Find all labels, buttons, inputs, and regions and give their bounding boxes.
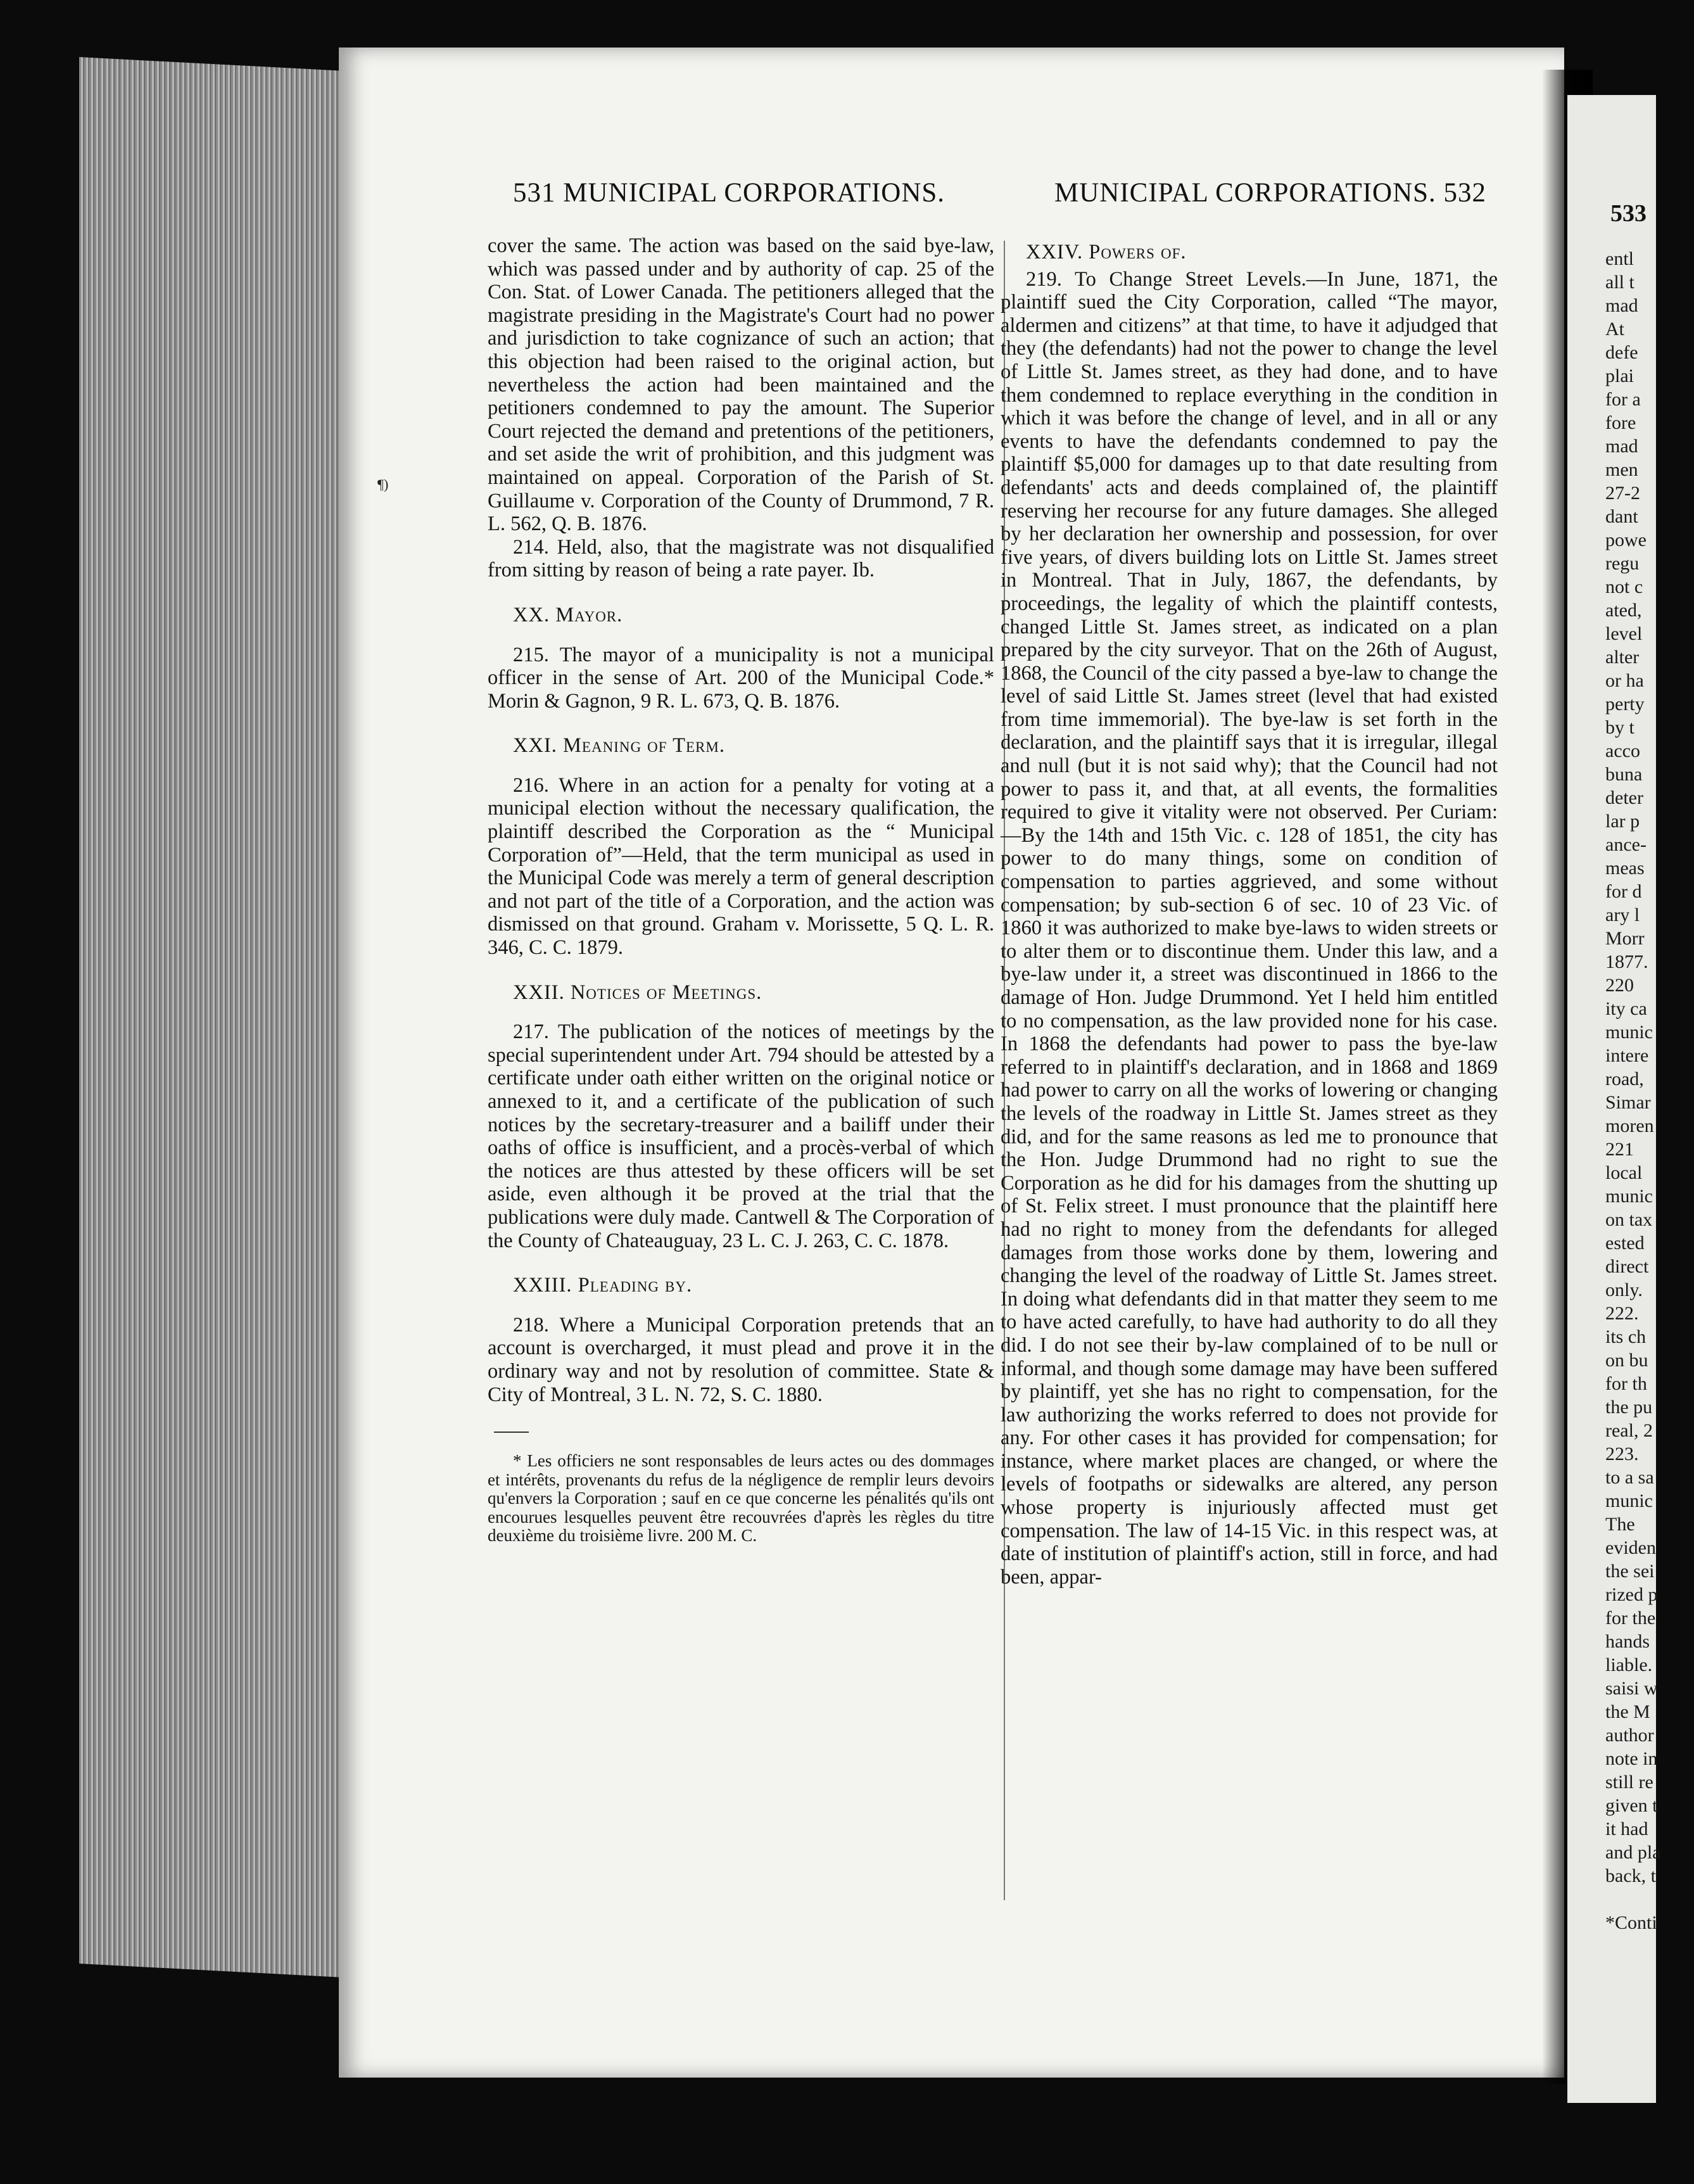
next-page-line: liable.: [1605, 1654, 1653, 1675]
next-page-line: Simar: [1605, 1092, 1651, 1113]
next-page-line: all t: [1605, 272, 1634, 293]
paragraph-214: 214. Held, also, that the magistrate was not disqualified from sitting by reason of being a rate payer. Ib.: [488, 535, 994, 582]
next-page-line: hands: [1605, 1631, 1650, 1652]
next-page-line: munic: [1605, 1490, 1653, 1511]
next-page-line: The: [1605, 1514, 1635, 1535]
next-page-line: on bu: [1605, 1350, 1648, 1371]
next-page-line: Morr: [1605, 928, 1645, 949]
next-page-line: perty: [1605, 694, 1645, 714]
next-page-line: meas: [1605, 858, 1645, 879]
heading-mayor: XX. Mayor.: [513, 603, 623, 626]
right-column: [1001, 241, 1498, 1589]
next-page-line: munic: [1605, 1022, 1653, 1043]
next-page-line: ary l: [1605, 905, 1640, 925]
paragraph-217: 217. The publication of the notices of meetings by the special superintendent under Art. 794 should be attested by a certificate under oath either written on the original notice or annexed to it, and a certificate of the publication of such notices by the secretary-treasurer and a bailiff under their oaths of office is insufficient, and a procès-verbal of which the notices are thus attested by these officers will be set aside, even although it be proved at the trial that the publications were duly made. Cantwell & The Corporation of the County of Chateauguay, 23 L. C. J. 263, C. C. 1878.: [488, 1020, 994, 1252]
footnote-text: * Les officiers ne sont responsables de leurs actes ou des dommages et intérêts, provenants du refus de la négligence de remplir leurs devoirs qu'envers la Corporation ; sauf en ce que concerne les pénalités qu'ils ont encourues lesquelles peuvent être recouvrées d'après les règles du titre deuxième du troisième livre.: [488, 1451, 994, 1546]
next-page-line: its ch: [1605, 1326, 1647, 1347]
next-page-line: ested: [1605, 1233, 1645, 1254]
next-page-lines: [1605, 247, 1694, 1934]
next-page-line: powe: [1605, 530, 1647, 550]
next-page-line: level: [1605, 623, 1643, 644]
next-page-line: mad: [1605, 436, 1638, 457]
left-column: [488, 234, 994, 1546]
next-page-line: buna: [1605, 764, 1643, 785]
next-page-line: rized p: [1605, 1584, 1658, 1605]
next-page-line: deter: [1605, 787, 1643, 808]
next-page-line: ated,: [1605, 600, 1642, 621]
next-page-line: local: [1605, 1162, 1643, 1183]
next-page-line: not c: [1605, 576, 1643, 597]
next-page-line: moren: [1605, 1115, 1654, 1136]
next-page-header: 533: [1610, 200, 1647, 227]
next-page-line: and pla: [1605, 1842, 1661, 1863]
next-page-line: it had: [1605, 1819, 1648, 1839]
next-page-line: road,: [1605, 1069, 1644, 1089]
paragraph-continuation: cover the same. The action was based on the said bye-law, which was passed under and by authority of cap. 25 of the Con. Stat. of Lower Canada. The petitioners alleged that the magistrate presiding in the Magistrate's Court had no power and jurisdiction to take cognizance of such an action; that this objection had been raised to the original action, but nevertheless the action had been maintained and the petitioners condemned to pay the amount. The Superior Court rejected the demand and pretentions of the petitioners, and set aside the writ of prohibition, and this judgment was maintained on appeal. Corporation of the Parish of St. Guillaume v. Corporation of the County of Drummond, 7 R. L. 562, Q. B. 1876.: [488, 234, 994, 536]
next-page-line: back, t: [1605, 1865, 1656, 1886]
next-page-line: ance-: [1605, 834, 1647, 855]
next-page-line: regu: [1605, 553, 1640, 574]
paragraph-219: 219. To Change Street Levels.—In June, 1871, the plaintiff sued the City Corporation, called “The mayor, aldermen and citizens” at that time, to have it adjudged that they (the defendants) had not the power to change the level of Little St. James street, as they had done, and to have them condemned to replace everything in the condition in which it was before the change of level, and in all or any events to have the defendants condemned to pay the plaintiff $5,000 for damages up to that date resulting from defendants' acts and deeds complained of, the plaintiff reserving her recourse for any future damages. She alleged by her declaration her ownership and possession, for over five years, of divers building lots on Little St. James street in Montreal. That in July, 1867, the defendants, by proceedings, the legality of which the plaintiff contests, changed Little St. James street, as indicated on a plan prepared by the city surveyor. That on the 26th of August, 1868, the Council of the city passed a bye-law to change the level of said Little St. James street (level that had existed from time immemorial). The bye-law is set forth in the declaration, and the plaintiff says that it is irregular, illegal and null (but it is not said why); that the Council had not power to pass it, and that, at all events, the formalities required to give it vitality were not observed. Per Curiam: —By the 14th and 15th Vic. c. 128 of 1851, the city has power to do many things, some on condition of compensation to parties aggrieved, and some without compensation; by sub-section 6 of sec. 10 of 23 Vic. of 1860 it was authorized to make bye-laws to widen streets or to alter them or to discontinue them. Under this law, and a bye-law under it, a street was discontinued in 1866 to the damage of Hon. Judge Drummond. Yet I held him entitled to no compensation, as the law provided none for his case. In 1868 the defendants had power to pass the bye-law referred to in plaintiff's declaration, and in 1868 and 1869 had power to carry on all the works of lowering or changing the levels of the roadway in Little St. James street as they did, and for the same reasons as led me to pronounce that the Hon. Judge Drummond had no right to sue the Corporation as he did for his damages from the shutting up of St. Felix street. I must pronounce that the plaintiff here had no right to money from the defendants for alleged damages from those works done by them, lowering and changing the level of the roadway of Little St. James street. In doing what defendants did in that matter they seem to me to have acted carefully, to have had authority to do all they did. I do not see their by-law complained of to be null or informal, and though some damage may have been suffered by plaintiff, yet she has no right to compensation, for the law authorizing the works referred to does not provide for any. For other cases it has provided for compensation; for instance, where market places are changed, or where the levels of footpaths or sidewalks are altered, any person whose property is injuriously affected must get compensation. The law of 14-15 Vic. in this respect was, at date of institution of plaintiff's action, still in force, and had been, appar-: [1001, 267, 1498, 1589]
next-page-line: or ha: [1605, 670, 1644, 691]
next-page-line: to a sa: [1605, 1467, 1654, 1488]
next-page-line: At: [1605, 319, 1624, 340]
next-page-line: author: [1605, 1725, 1654, 1746]
next-page-line: for the: [1605, 1608, 1656, 1628]
paragraph-215: 215. The mayor of a municipality is not a municipal officer in the sense of Art. 200 of the Municipal Code.* Morin & Gagnon, 9 R. L. 673, Q. B. 1876.: [488, 643, 994, 713]
next-page-line: lar p: [1605, 811, 1640, 832]
next-page-line: ity ca: [1605, 998, 1647, 1019]
next-page-line: still re: [1605, 1772, 1653, 1793]
next-page-line: entl: [1605, 248, 1634, 269]
next-page-line: 222.: [1605, 1303, 1639, 1324]
next-page-line: [1605, 1888, 1694, 1911]
heading-meaning-of-term: XXI. Meaning of Term.: [513, 734, 725, 758]
next-page-line: by t: [1605, 717, 1634, 738]
next-page-fragment: [1567, 95, 1661, 2103]
next-page-line: defe: [1605, 342, 1638, 363]
next-page-line: given t: [1605, 1795, 1658, 1816]
next-page-line: saisi w: [1605, 1678, 1658, 1699]
next-page-line: direct: [1605, 1256, 1649, 1277]
paragraph-218: 218. Where a Municipal Corporation pretends that an account is overcharged, it must plead and prove it in the ordinary way and not by resolution of committee. State & City of Montreal, 3 L. N. 72, S. C. 1880.: [488, 1313, 994, 1406]
next-page-line: for d: [1605, 881, 1642, 902]
next-page-line: mad: [1605, 295, 1638, 316]
next-page-line: note in: [1605, 1748, 1658, 1769]
next-page-line: men: [1605, 459, 1638, 480]
next-page-line: for th: [1605, 1373, 1647, 1394]
footnote-reference: 200 M. C.: [687, 1526, 757, 1546]
heading-pleading-by: XXIII. Pleading by.: [513, 1274, 693, 1297]
next-page-line: *Conti: [1605, 1912, 1657, 1933]
next-page-line: eviden: [1605, 1537, 1656, 1558]
heading-notices-of-meetings: XXII. Notices of Meetings.: [513, 981, 762, 1004]
next-page-line: intere: [1605, 1045, 1649, 1066]
next-page-line: 223.: [1605, 1444, 1639, 1464]
right-running-head: MUNICIPAL CORPORATIONS. 532: [1054, 178, 1487, 208]
next-page-line: only.: [1605, 1279, 1643, 1300]
next-page-line: alter: [1605, 647, 1640, 668]
left-running-head: 531 MUNICIPAL CORPORATIONS.: [513, 178, 945, 208]
footnote-rule: [494, 1432, 529, 1433]
next-page-line: the pu: [1605, 1397, 1653, 1418]
next-page-line: plai: [1605, 365, 1634, 386]
next-page-line: munic: [1605, 1186, 1653, 1207]
next-page-line: the M: [1605, 1701, 1650, 1722]
next-page-line: 221: [1605, 1139, 1634, 1160]
next-page-line: 220: [1605, 975, 1634, 996]
next-page-line: acco: [1605, 740, 1640, 761]
book-page-edges: [79, 57, 345, 1978]
next-page-line: 27-2: [1605, 483, 1640, 504]
next-page-line: dant: [1605, 506, 1638, 527]
next-page-line: real, 2: [1605, 1420, 1653, 1441]
heading-powers-of: XXIV. Powers of.: [1026, 241, 1187, 263]
next-page-line: 1877.: [1605, 951, 1648, 972]
footnote: [488, 1452, 994, 1546]
paragraph-216: 216. Where in an action for a penalty for voting at a municipal election without the necessary qualification, the plaintiff described the Corporation as the “ Municipal Corporation of”—Held, that the term municipal as used in the Municipal Code was merely a term of general description and not part of the title of a Corporation, and the action was dismissed on that ground. Graham v. Morissette, 5 Q. L. R. 346, C. C. 1879.: [488, 773, 994, 960]
margin-mark: ¶): [377, 476, 389, 492]
next-page-line: the sei: [1605, 1561, 1655, 1582]
next-page-line: on tax: [1605, 1209, 1653, 1230]
next-page-line: fore: [1605, 412, 1636, 433]
next-page-line: for a: [1605, 389, 1641, 410]
